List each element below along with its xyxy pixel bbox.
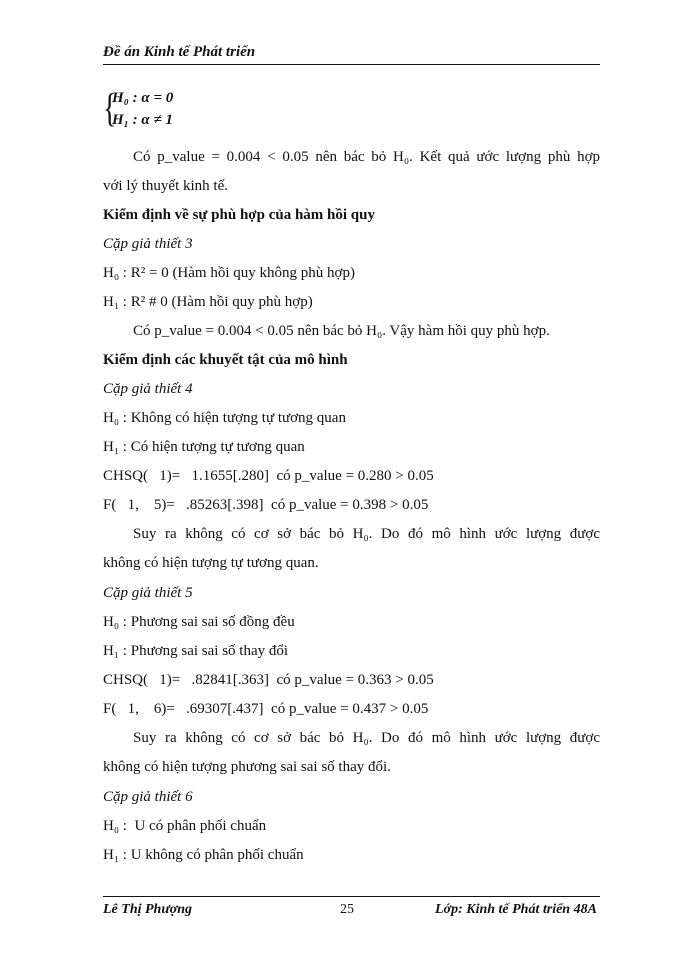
hypothesis-line: H₀ : R² = 0 (Hàm hồi quy không phù hợp) (103, 265, 355, 281)
footer-rule (103, 896, 600, 897)
test-result-line: F( 1, 6)= .69307[.437] có p_value = 0.437 > 0.05 (103, 701, 429, 717)
paragraph-line: Suy ra không có cơ sở bác bỏ H₀. Do đó mô hình ước lượng được (133, 526, 600, 542)
paragraph-line: Suy ra không có cơ sở bác bỏ H₀. Do đó mô hình ước lượng được (133, 730, 600, 746)
hypothesis-pair-label: Cặp giả thiết 3 (103, 236, 193, 252)
hypothesis-h1: H₁ : α ≠ 1 (112, 112, 173, 128)
footer-author: Lê Thị Phượng (103, 902, 193, 917)
section-heading: Kiểm định các khuyết tật của mô hình (103, 352, 348, 368)
hypothesis-line: H₁ : Có hiện tượng tự tương quan (103, 439, 305, 455)
hypothesis-line: H₀ : Không có hiện tượng tự tương quan (103, 410, 346, 426)
page-number: 25 (340, 902, 354, 917)
hypothesis-h0: H₀ : α = 0 (112, 90, 174, 106)
brace-symbol: { (103, 85, 117, 130)
header-title: Đề án Kinh tế Phát triển (103, 44, 256, 60)
test-result-line: CHSQ( 1)= 1.1655[.280] có p_value = 0.280 > 0.05 (103, 468, 434, 484)
hypothesis-line: H₁ : U không có phân phối chuẩn (103, 847, 304, 863)
hypothesis-pair-label: Cặp giả thiết 6 (103, 789, 193, 805)
paragraph-line: với lý thuyết kinh tế. (103, 178, 229, 194)
hypothesis-line: H₀ : U có phân phối chuẩn (103, 818, 267, 834)
test-result-line: CHSQ( 1)= .82841[.363] có p_value = 0.363 > 0.05 (103, 672, 434, 688)
hypothesis-line: H₀ : Phương sai sai số đồng đều (103, 614, 295, 630)
hypothesis-pair-label: Cặp giả thiết 5 (103, 585, 193, 601)
hypothesis-line: H₁ : Phương sai sai số thay đổi (103, 643, 289, 659)
section-heading: Kiểm định về sự phù hợp của hàm hồi quy (103, 207, 375, 223)
paragraph-line: không có hiện tượng tự tương quan. (103, 555, 319, 571)
hypothesis-line: H₁ : R² # 0 (Hàm hồi quy phù hợp) (103, 294, 313, 310)
hypothesis-system (103, 85, 223, 132)
paragraph-line: Có p_value = 0.004 < 0.05 nên bác bỏ H₀. Vậy hàm hồi quy phù hợp. (133, 323, 550, 339)
paragraph-line: Có p_value = 0.004 < 0.05 nên bác bỏ H₀. Kết quả ước lượng phù hợp (133, 149, 600, 165)
footer-class: Lớp: Kinh tế Phát triển 48A (435, 902, 597, 917)
header-rule (103, 64, 600, 65)
hypothesis-pair-label: Cặp giả thiết 4 (103, 381, 193, 397)
paragraph-line: không có hiện tượng phương sai sai số thay đổi. (103, 759, 391, 775)
test-result-line: F( 1, 5)= .85263[.398] có p_value = 0.398 > 0.05 (103, 497, 429, 513)
